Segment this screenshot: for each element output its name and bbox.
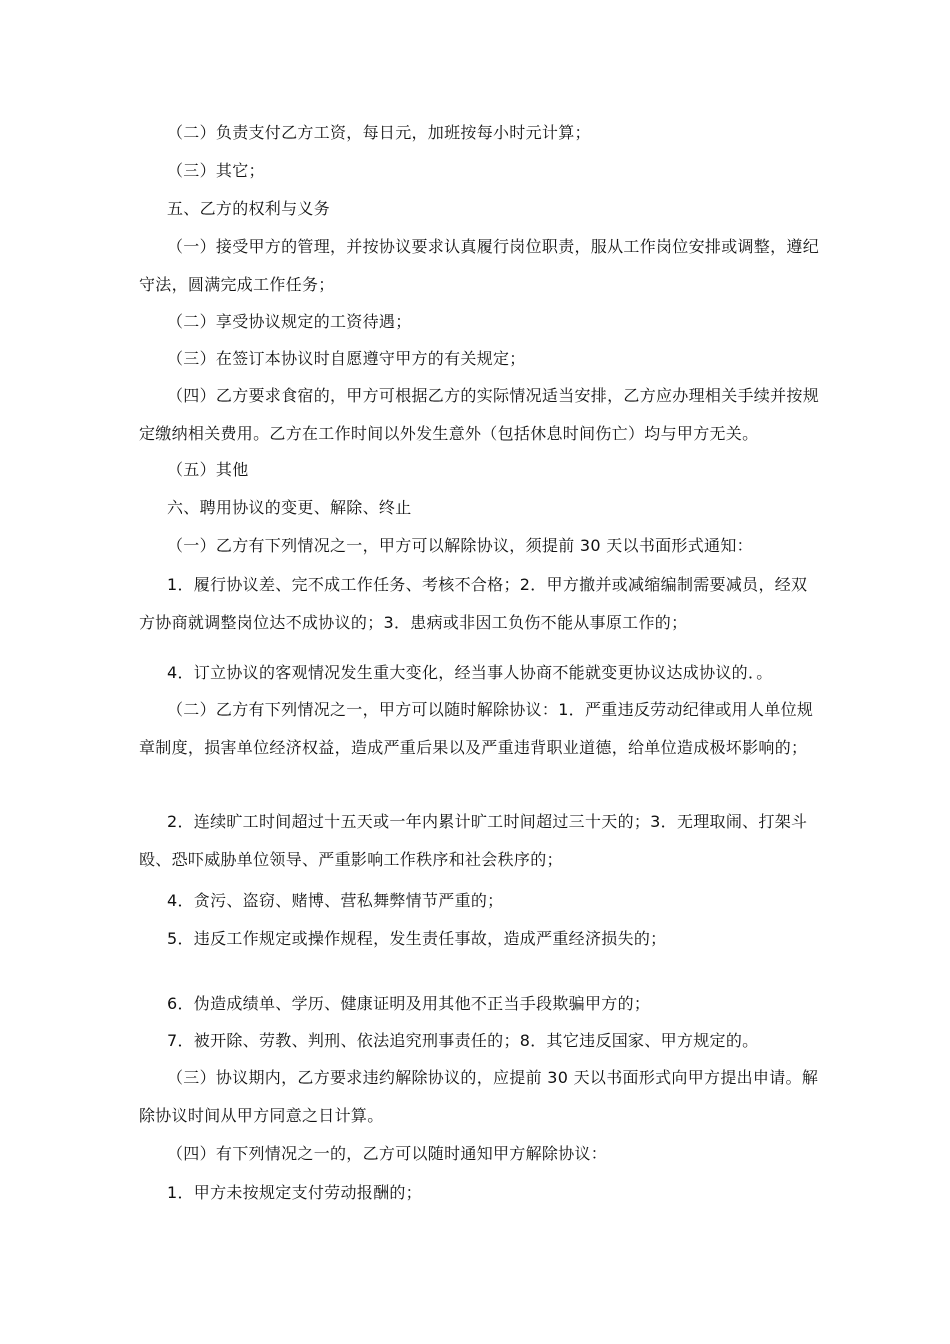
paragraph: （三）在签订本协议时自愿遵守甲方的有关规定；	[167, 349, 526, 368]
paragraph: 4．贪污、盗窃、赌博、营私舞弊情节严重的；	[167, 891, 504, 910]
paragraph: 1．甲方未按规定支付劳动报酬的；	[167, 1183, 422, 1202]
paragraph: （一）乙方有下列情况之一，甲方可以解除协议，须提前 30 天以书面形式通知：	[167, 536, 753, 555]
section-heading: 五、乙方的权利与义务	[167, 199, 331, 218]
paragraph: （二）享受协议规定的工资待遇；	[167, 312, 412, 331]
paragraph: 4．订立协议的客观情况发生重大变化，经当事人协商不能就变更协议达成协议的．。	[167, 663, 773, 682]
paragraph: 1．履行协议差、完不成工作任务、考核不合格；2．甲方撤并或减缩编制需要减员，经双方协商就调整岗位达不成协议的；3．患病或非因工负伤不能从事原工作的；	[139, 575, 808, 632]
paragraph: （一）接受甲方的管理，并按协议要求认真履行岗位职责，服从工作岗位安排或调整，遵纪守法，圆满完成工作任务；	[139, 237, 820, 294]
paragraph: 2．连续旷工时间超过十五天或一年内累计旷工时间超过三十天的；3．无理取闹、打架斗殴、恐吓威胁单位领导、严重影响工作秩序和社会秩序的；	[139, 812, 808, 869]
paragraph: （五）其他	[167, 460, 249, 479]
paragraph: （三）协议期内，乙方要求违约解除协议的，应提前 30 天以书面形式向甲方提出申请。解除协议时间从甲方同意之日计算。	[139, 1068, 819, 1125]
paragraph: 6．伪造成绩单、学历、健康证明及用其他不正当手段欺骗甲方的；	[167, 994, 651, 1013]
paragraph: （二）乙方有下列情况之一，甲方可以随时解除协议：1．严重违反劳动纪律或用人单位规章制度，损害单位经济权益，造成严重后果以及严重违背职业道德，给单位造成极坏影响的；	[139, 700, 814, 757]
paragraph: （四）有下列情况之一的，乙方可以随时通知甲方解除协议：	[167, 1144, 608, 1163]
paragraph: （四）乙方要求食宿的，甲方可根据乙方的实际情况适当安排，乙方应办理相关手续并按规定缴纳相关费用。乙方在工作时间以外发生意外（包括休息时间伤亡）均与甲方无关。	[139, 386, 820, 443]
paragraph: （二）负责支付乙方工资，每日元，加班按每小时元计算；	[167, 123, 591, 142]
paragraph: 7．被开除、劳教、判刑、依法追究刑事责任的；8．其它违反国家、甲方规定的。	[167, 1031, 759, 1050]
paragraph: （三）其它；	[167, 161, 265, 180]
paragraph: 5．违反工作规定或操作规程，发生责任事故，造成严重经济损失的；	[167, 929, 667, 948]
section-heading: 六、聘用协议的变更、解除、终止	[167, 498, 412, 517]
